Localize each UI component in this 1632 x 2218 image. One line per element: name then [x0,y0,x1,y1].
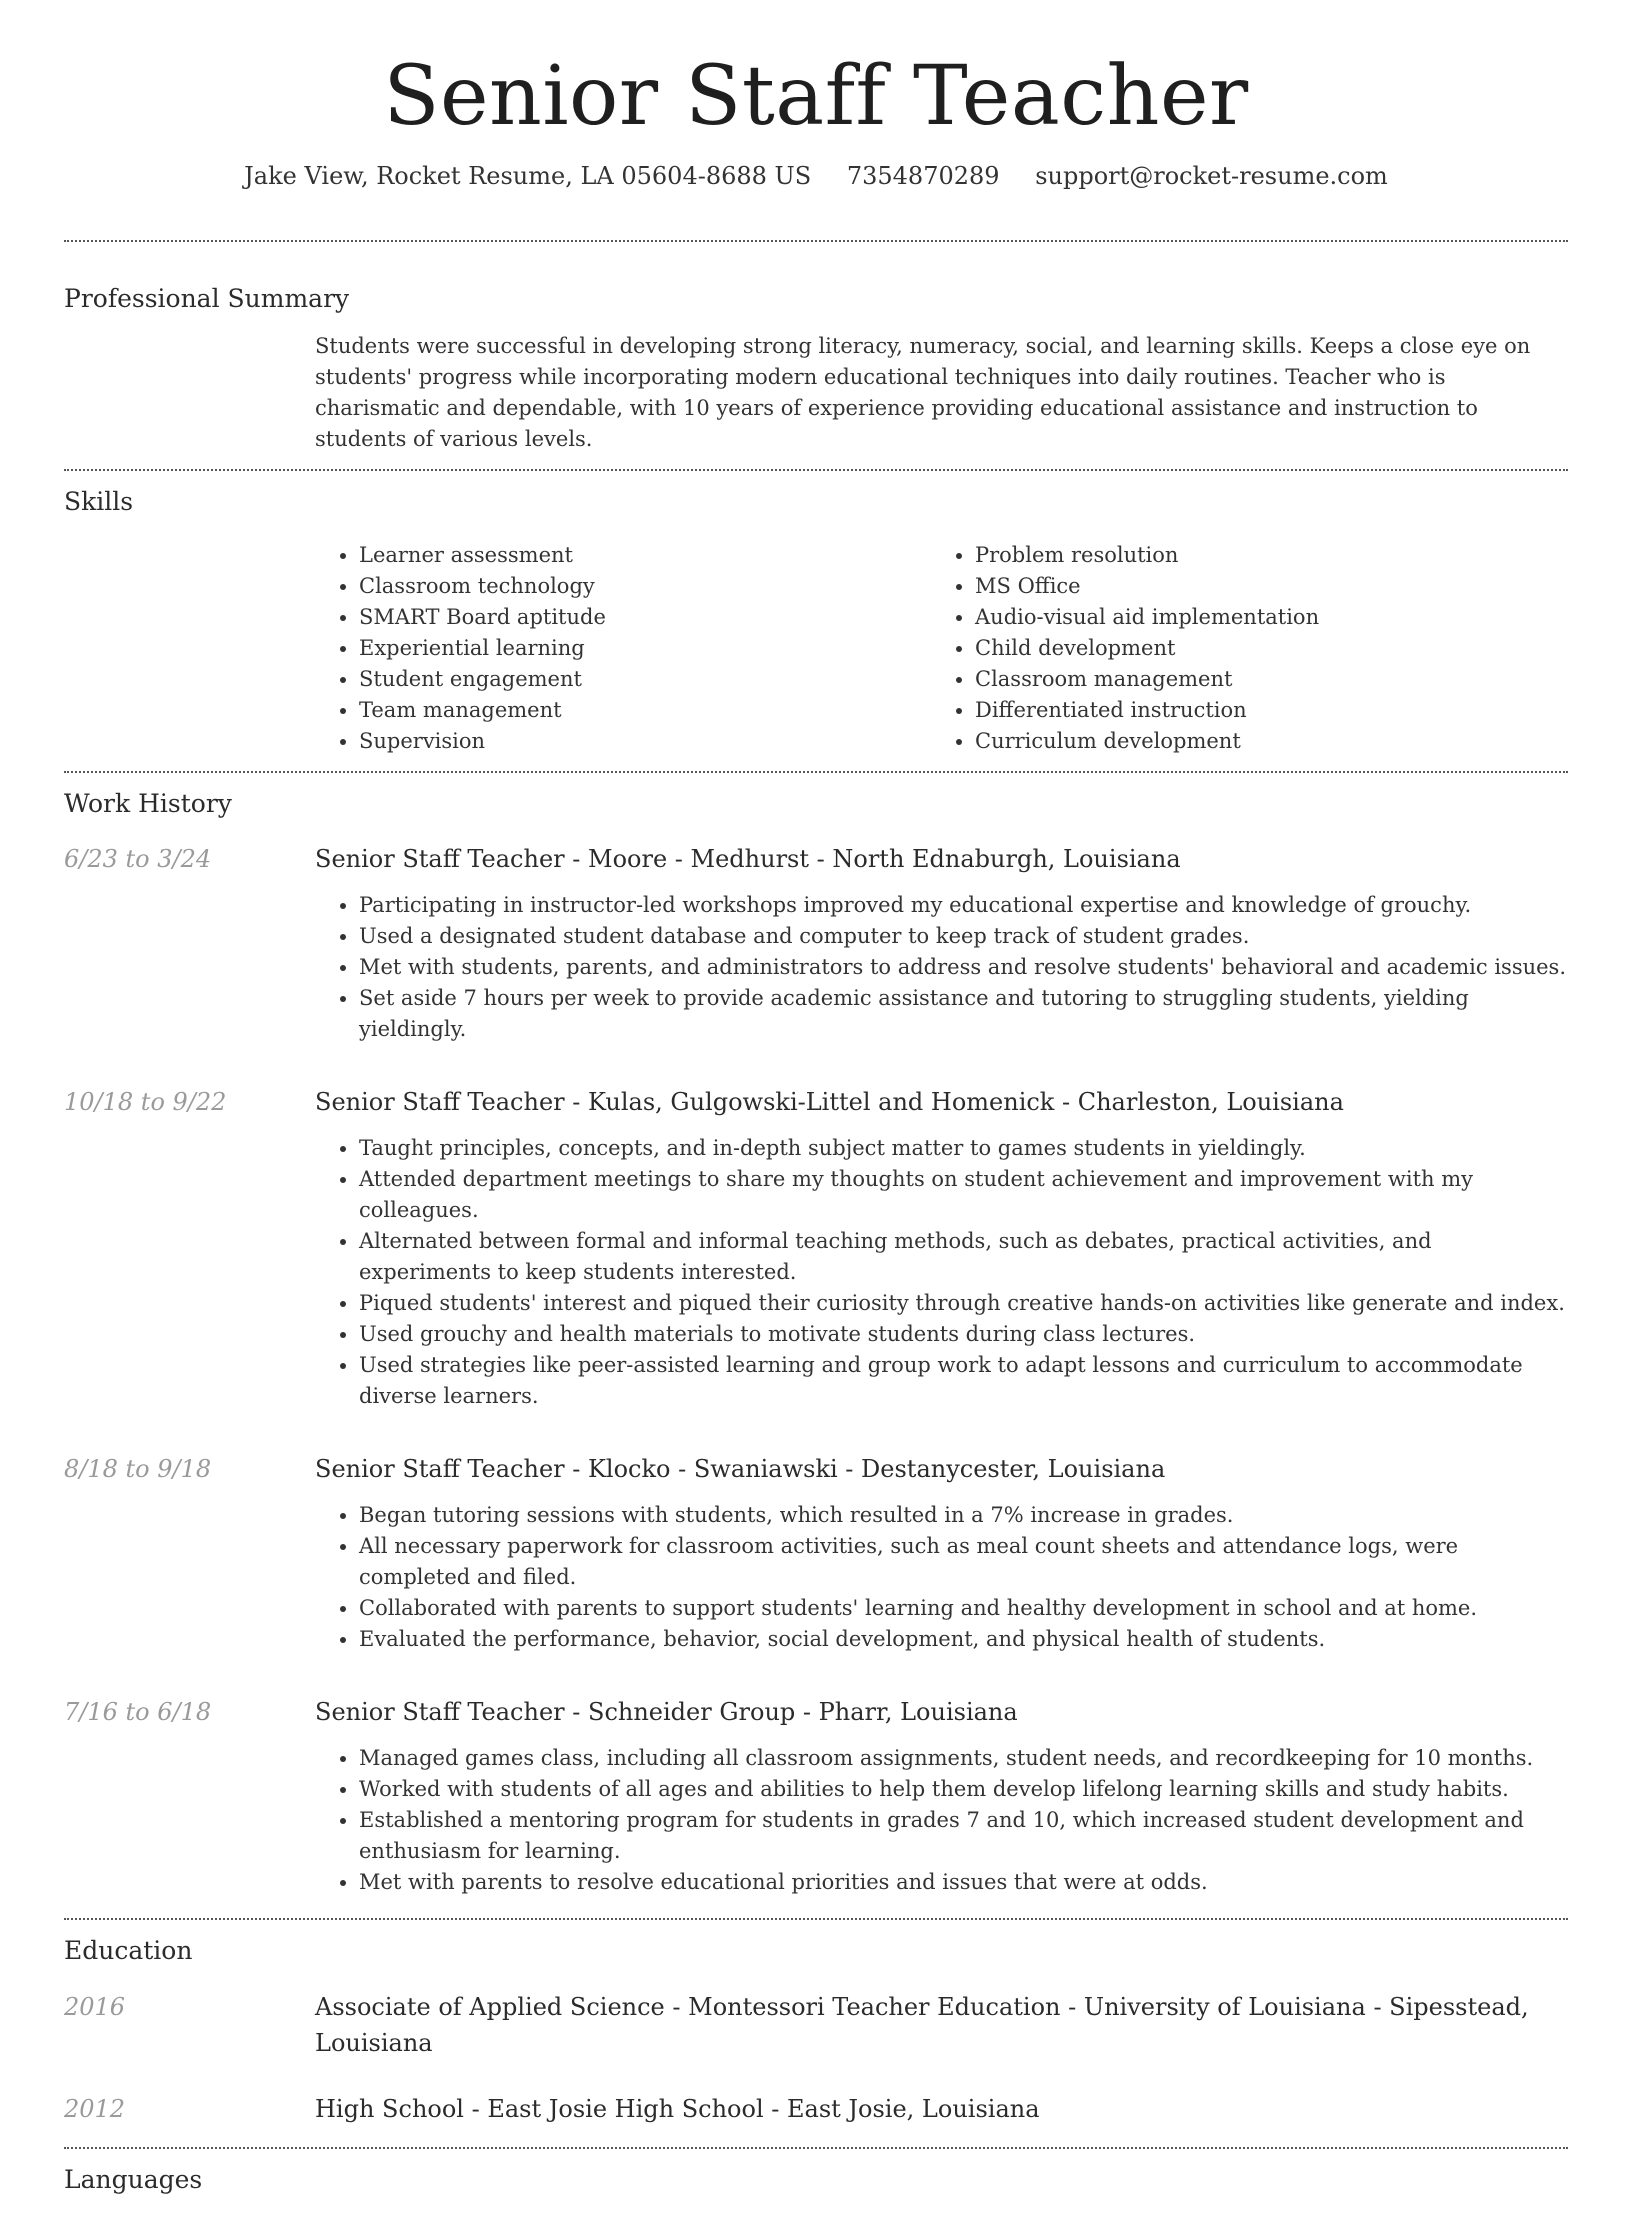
skills-column-right [931,540,1547,757]
resume-body [64,240,1568,2218]
job-bullet: • Piqued students' interest and piqued their curiosity through creative hands-on activities like generate and index. [359,1288,1568,1319]
job-bullet: • Attended department meetings to share my thoughts on student achievement and improvement with my colleagues. [359,1164,1568,1226]
job-bullet: • Established a mentoring program for students in grades 7 and 10, which increased student development and enthusiasm for learning. [359,1805,1568,1867]
job-details [315,1695,1568,1898]
education-year: 2012 [64,2095,126,2123]
education-year: 2016 [64,1993,126,2021]
skill-item: • Team management [359,695,931,726]
contact-line [0,162,1632,190]
job-entry [64,842,1568,1045]
education-details: High School - East Josie High School - East Josie, Louisiana [315,2095,1040,2123]
job-bullet: • Met with parents to resolve educational priorities and issues that were at odds. [359,1867,1568,1898]
summary-text: Students were successful in developing strong literacy, numeracy, social, and learning skills. Keeps a close eye on students' progress while incorporating modern educational techniques into daily routines. Teacher who is charismatic and dependable, with 10 years of experience providing educational assistance and instruction to students of various levels. [315,334,1531,451]
job-bullet: • All necessary paperwork for classroom activities, such as meal count sheets and attendance logs, were completed and filed. [359,1531,1568,1593]
job-details [315,1452,1568,1655]
skill-item: • Supervision [359,726,931,757]
job-bullet: • Worked with students of all ages and abilities to help them develop lifelong learning skills and study habits. [359,1774,1568,1805]
job-bullet: • Evaluated the performance, behavior, social development, and physical health of students. [359,1624,1568,1655]
job-spacer [64,1045,1568,1085]
contact-phone: 7354870289 [846,162,1000,191]
education-heading: Education [64,1936,193,1965]
section-divider [64,2147,1568,2149]
skill-item: • Audio-visual aid implementation [975,602,1547,633]
contact-address: Jake View, Rocket Resume, LA 05604-8688 US [244,162,812,191]
languages-heading: Languages [64,2165,203,2194]
job-bullet: • Managed games class, including all classroom assignments, student needs, and recordkeeping for 10 months. [359,1743,1568,1774]
job-bullets [315,890,1568,1045]
job-entry [64,1695,1568,1898]
section-divider [64,771,1568,773]
job-bullet: • Alternated between formal and informal teaching methods, such as debates, practical activities, and experiments to keep students interested. [359,1226,1568,1288]
job-bullet: • Collaborated with parents to support students' learning and healthy development in school and at home. [359,1593,1568,1624]
job-dates: 8/18 to 9/18 [64,1455,212,1483]
job-bullet: • Met with students, parents, and administrators to address and resolve students' behavioral and academic issues. [359,952,1568,983]
resume-header [0,0,1632,190]
work-history-list [64,842,1568,1898]
skills-heading: Skills [64,487,134,516]
contact-email: support@rocket-resume.com [1035,162,1388,191]
job-details [315,1085,1568,1412]
education-list [64,1989,1568,2127]
section-divider [64,469,1568,471]
job-details [315,842,1568,1045]
skill-item: • Classroom technology [359,571,931,602]
job-title: Senior Staff Teacher - Schneider Group - Pharr, Louisiana [315,1698,1018,1726]
skill-item: • Learner assessment [359,540,931,571]
education-entry [64,1989,1568,2061]
job-spacer [64,1655,1568,1695]
job-bullet: • Used grouchy and health materials to motivate students during class lectures. [359,1319,1568,1350]
skill-item: • Child development [975,633,1547,664]
job-bullet: • Used strategies like peer-assisted learning and group work to adapt lessons and curriculum to accommodate diverse learners. [359,1350,1568,1412]
job-spacer [64,1412,1568,1452]
skill-item: • Differentiated instruction [975,695,1547,726]
skill-item: • Classroom management [975,664,1547,695]
skill-item: • SMART Board aptitude [359,602,931,633]
work-history-heading: Work History [64,789,232,818]
skill-item: • Student engagement [359,664,931,695]
job-title: Senior Staff Teacher - Klocko - Swaniawski - Destanycester, Louisiana [315,1455,1166,1483]
job-bullet: • Taught principles, concepts, and in-depth subject matter to games students in yieldingly. [359,1133,1568,1164]
job-bullets [315,1133,1568,1412]
summary-heading: Professional Summary [64,284,350,313]
job-bullets [315,1500,1568,1655]
section-divider [64,1918,1568,1920]
skill-item: • Curriculum development [975,726,1547,757]
job-bullet: • Began tutoring sessions with students, which resulted in a 7% increase in grades. [359,1500,1568,1531]
job-dates: 6/23 to 3/24 [64,845,212,873]
skills-list [315,540,1568,771]
job-entry [64,1085,1568,1412]
job-title: Senior Staff Teacher - Kulas, Gulgowski-Littel and Homenick - Charleston, Louisiana [315,1088,1344,1116]
job-bullet: • Participating in instructor-led workshops improved my educational expertise and knowledge of grouchy. [359,890,1568,921]
skill-item: • Problem resolution [975,540,1547,571]
candidate-name: Senior Staff Teacher [383,49,1249,144]
job-bullet: • Used a designated student database and computer to keep track of student grades. [359,921,1568,952]
job-bullets [315,1743,1568,1898]
job-entry [64,1452,1568,1655]
job-dates: 10/18 to 9/22 [64,1088,227,1116]
job-title: Senior Staff Teacher - Moore - Medhurst - North Ednaburgh, Louisiana [315,845,1181,873]
section-divider [64,240,1568,242]
skill-item: • MS Office [975,571,1547,602]
job-dates: 7/16 to 6/18 [64,1698,212,1726]
education-entry [64,2091,1568,2127]
skill-item: • Experiential learning [359,633,931,664]
education-details: Associate of Applied Science - Montessori Teacher Education - University of Louisiana - Sipesstead, Louisiana [315,1993,1529,2057]
job-bullet: • Set aside 7 hours per week to provide academic assistance and tutoring to struggling students, yielding yieldingly. [359,983,1568,1045]
skills-column-left [315,540,931,757]
